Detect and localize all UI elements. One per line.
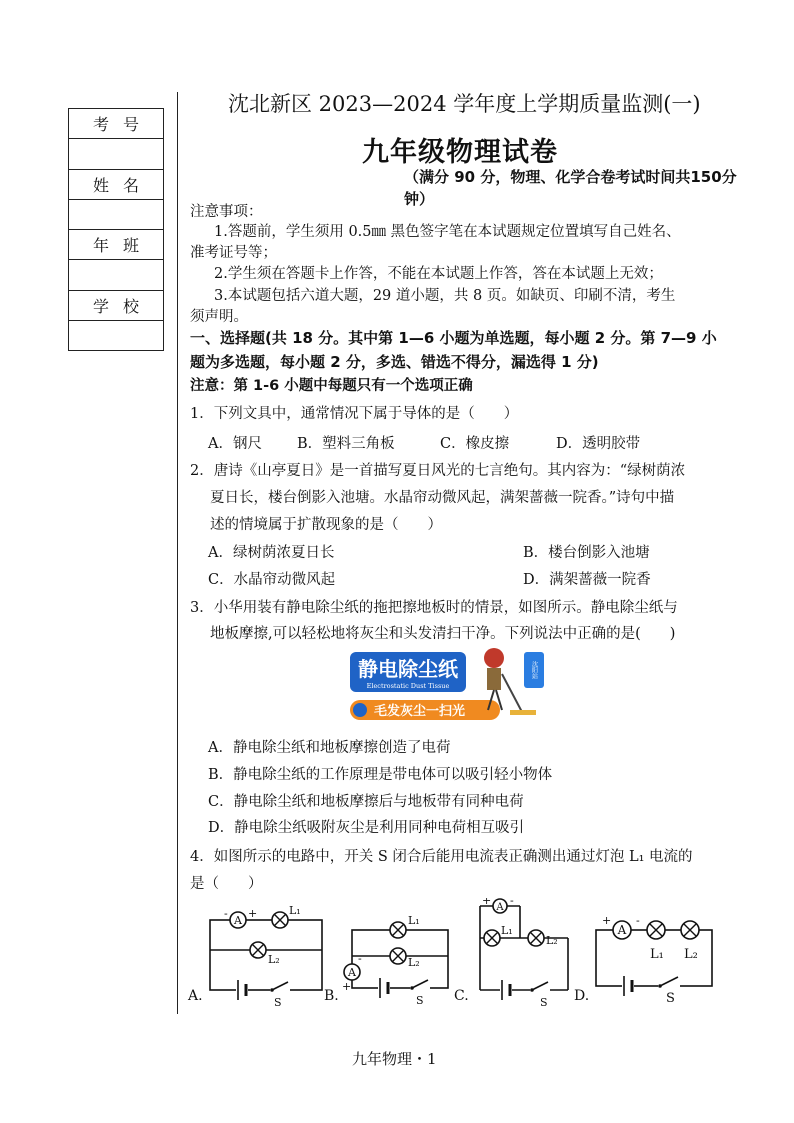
label-exam-number: 考号 xyxy=(69,109,164,139)
lamp-label-c1: L₁ xyxy=(501,924,513,937)
q2-stem-1: 2．唐诗《山亭夏日》是一首描写夏日风光的七言绝句。其内容为：“绿树荫浓 xyxy=(190,463,686,479)
girl-head-icon xyxy=(484,648,504,668)
plus-label-a: + xyxy=(248,907,258,920)
q2-option-c[interactable]: C．水晶帘动微风起 xyxy=(208,572,336,588)
dust-tissue-illustration xyxy=(344,644,556,724)
minus-label-c: - xyxy=(510,898,514,907)
dust-tissue-graphic xyxy=(344,644,556,724)
q2-stem-2: 夏日长，楼台倒影入池塘。水晶帘动微风起，满架蔷薇一院香。”诗句中描 xyxy=(210,490,675,506)
field-class[interactable] xyxy=(69,260,164,290)
meter-label-d: A xyxy=(617,923,627,937)
plus-label-d: + xyxy=(602,914,612,927)
q2-stem-3: 述的情境属于扩散现象的是（ ） xyxy=(210,517,442,533)
switch-label-b: S xyxy=(416,994,424,1007)
q1-option-d[interactable]: D．透明胶带 xyxy=(556,436,641,452)
section-1-title-a: 一、选择题(共 18 分。其中第 1—6 小题为单选题，每小题 2 分。第 7—9 小 xyxy=(190,329,717,347)
lamp-label-a2: L₂ xyxy=(268,953,280,966)
lamp-label-b1: L₁ xyxy=(408,914,420,927)
plus-label-b: + xyxy=(342,980,352,993)
product-title: 静电除尘纸 xyxy=(358,657,458,681)
circuit-c xyxy=(480,906,568,990)
q2-option-d[interactable]: D．满架蔷薇一院香 xyxy=(523,572,651,588)
lamp-label-d2: L₂ xyxy=(684,947,698,962)
q4-option-c[interactable]: C. xyxy=(454,988,469,1004)
paper-title: 九年级物理试卷 xyxy=(362,137,558,168)
score-note-line-1: （满分 90 分，物理、化学合卷考试时间共150分 xyxy=(404,168,737,186)
note-3b: 须声明。 xyxy=(190,309,248,325)
q4-option-a[interactable]: A. xyxy=(188,988,203,1004)
switch-label-d: S xyxy=(666,991,675,1006)
q4-option-b[interactable]: B. xyxy=(324,988,339,1004)
q4-stem-1: 4．如图所示的电路中，开关 S 闭合后能用电流表正确测出通过灯泡 L₁ 电流的 xyxy=(190,849,693,865)
q3-option-a[interactable]: A．静电除尘纸和地板摩擦创造了电荷 xyxy=(208,740,451,756)
q3-option-c[interactable]: C．静电除尘纸和地板摩擦后与地板带有同种电荷 xyxy=(208,794,524,810)
lamp-label-a1: L₁ xyxy=(289,904,301,917)
binding-line xyxy=(177,92,178,1014)
page-footer: 九年物理・1 xyxy=(352,1050,437,1068)
slogan-dot-icon xyxy=(353,703,367,717)
field-name[interactable] xyxy=(69,199,164,229)
meter-label-b: A xyxy=(348,966,356,979)
section-1-note: 注意：第 1-6 小题中每题只有一个选项正确 xyxy=(190,378,473,394)
circuit-diagrams xyxy=(184,898,784,1008)
student-info-table xyxy=(68,108,164,351)
q1-option-a[interactable]: A．钢尺 xyxy=(208,436,262,452)
product-subtitle: Electrostatic Dust Tissue xyxy=(366,682,450,690)
meter-label-a: A xyxy=(234,914,242,927)
q1-stem: 1．下列文具中，通常情况下属于导体的是（ ） xyxy=(190,406,519,422)
notes-heading: 注意事项： xyxy=(190,204,263,220)
lamp-label-c2: L₂ xyxy=(546,934,558,947)
lamp-label-d1: L₁ xyxy=(650,947,664,962)
note-1a: 1.答题前，学生须用 0.5㎜ 黑色签字笔在本试题规定位置填写自己姓名、 xyxy=(214,224,681,240)
score-note xyxy=(404,166,786,210)
q4-option-d[interactable]: D. xyxy=(574,988,590,1004)
minus-label-b: - xyxy=(358,952,362,965)
slogan-text: 毛发灰尘一扫光 xyxy=(374,704,466,719)
switch-label-a: S xyxy=(274,996,282,1008)
q1-option-b[interactable]: B．塑料三角板 xyxy=(297,436,395,452)
label-name: 姓名 xyxy=(69,169,164,199)
minus-label-a: - xyxy=(224,907,228,920)
meter-label-c: A xyxy=(496,902,504,913)
section-1-title-b: 题为多选题，每小题 2 分，多选、错选不得分，漏选得 1 分) xyxy=(190,353,599,371)
label-class: 年班 xyxy=(69,230,164,260)
circuit-a xyxy=(210,920,322,990)
q3-stem-1: 3．小华用装有静电除尘纸的拖把擦地板时的情景，如图所示。静电除尘纸与 xyxy=(190,600,678,616)
girl-body-icon xyxy=(487,668,501,690)
brand-tag-text: 沈阳站 xyxy=(530,661,538,679)
plus-label-c: + xyxy=(482,898,492,907)
q3-option-b[interactable]: B．静电除尘纸的工作原理是带电体可以吸引轻小物体 xyxy=(208,767,553,783)
exam-title: 沈北新区 2023—2024 学年度上学期质量监测(一) xyxy=(228,92,701,116)
note-1b: 准考证号等； xyxy=(190,245,277,261)
switch-label-c: S xyxy=(540,996,548,1008)
q3-option-d[interactable]: D．静电除尘纸吸附灰尘是利用同种电荷相互吸引 xyxy=(208,820,525,836)
q3-stem-2: 地板摩擦,可以轻松地将灰尘和头发清扫干净。下列说法中正确的是( ) xyxy=(210,626,676,642)
q2-option-b[interactable]: B．楼台倒影入池塘 xyxy=(523,545,650,561)
note-2: 2.学生须在答题卡上作答，不能在本试题上作答，答在本试题上无效； xyxy=(214,266,663,282)
q2-option-a[interactable]: A．绿树荫浓夏日长 xyxy=(208,545,335,561)
score-note-line-2: 钟） xyxy=(404,190,435,208)
mop-handle-icon xyxy=(502,674,522,712)
lamp-label-b2: L₂ xyxy=(408,956,420,969)
note-3a: 3.本试题包括六道大题，29 道小题，共 8 页。如缺页、印刷不清，考生 xyxy=(214,288,676,304)
field-exam-number[interactable] xyxy=(69,139,164,169)
q4-stem-2: 是（ ） xyxy=(190,876,263,892)
mop-head-icon xyxy=(510,710,536,715)
label-school: 学校 xyxy=(69,290,164,320)
minus-label-d: - xyxy=(636,914,640,927)
field-school[interactable] xyxy=(69,321,164,351)
q1-option-c[interactable]: C．橡皮擦 xyxy=(440,436,510,452)
